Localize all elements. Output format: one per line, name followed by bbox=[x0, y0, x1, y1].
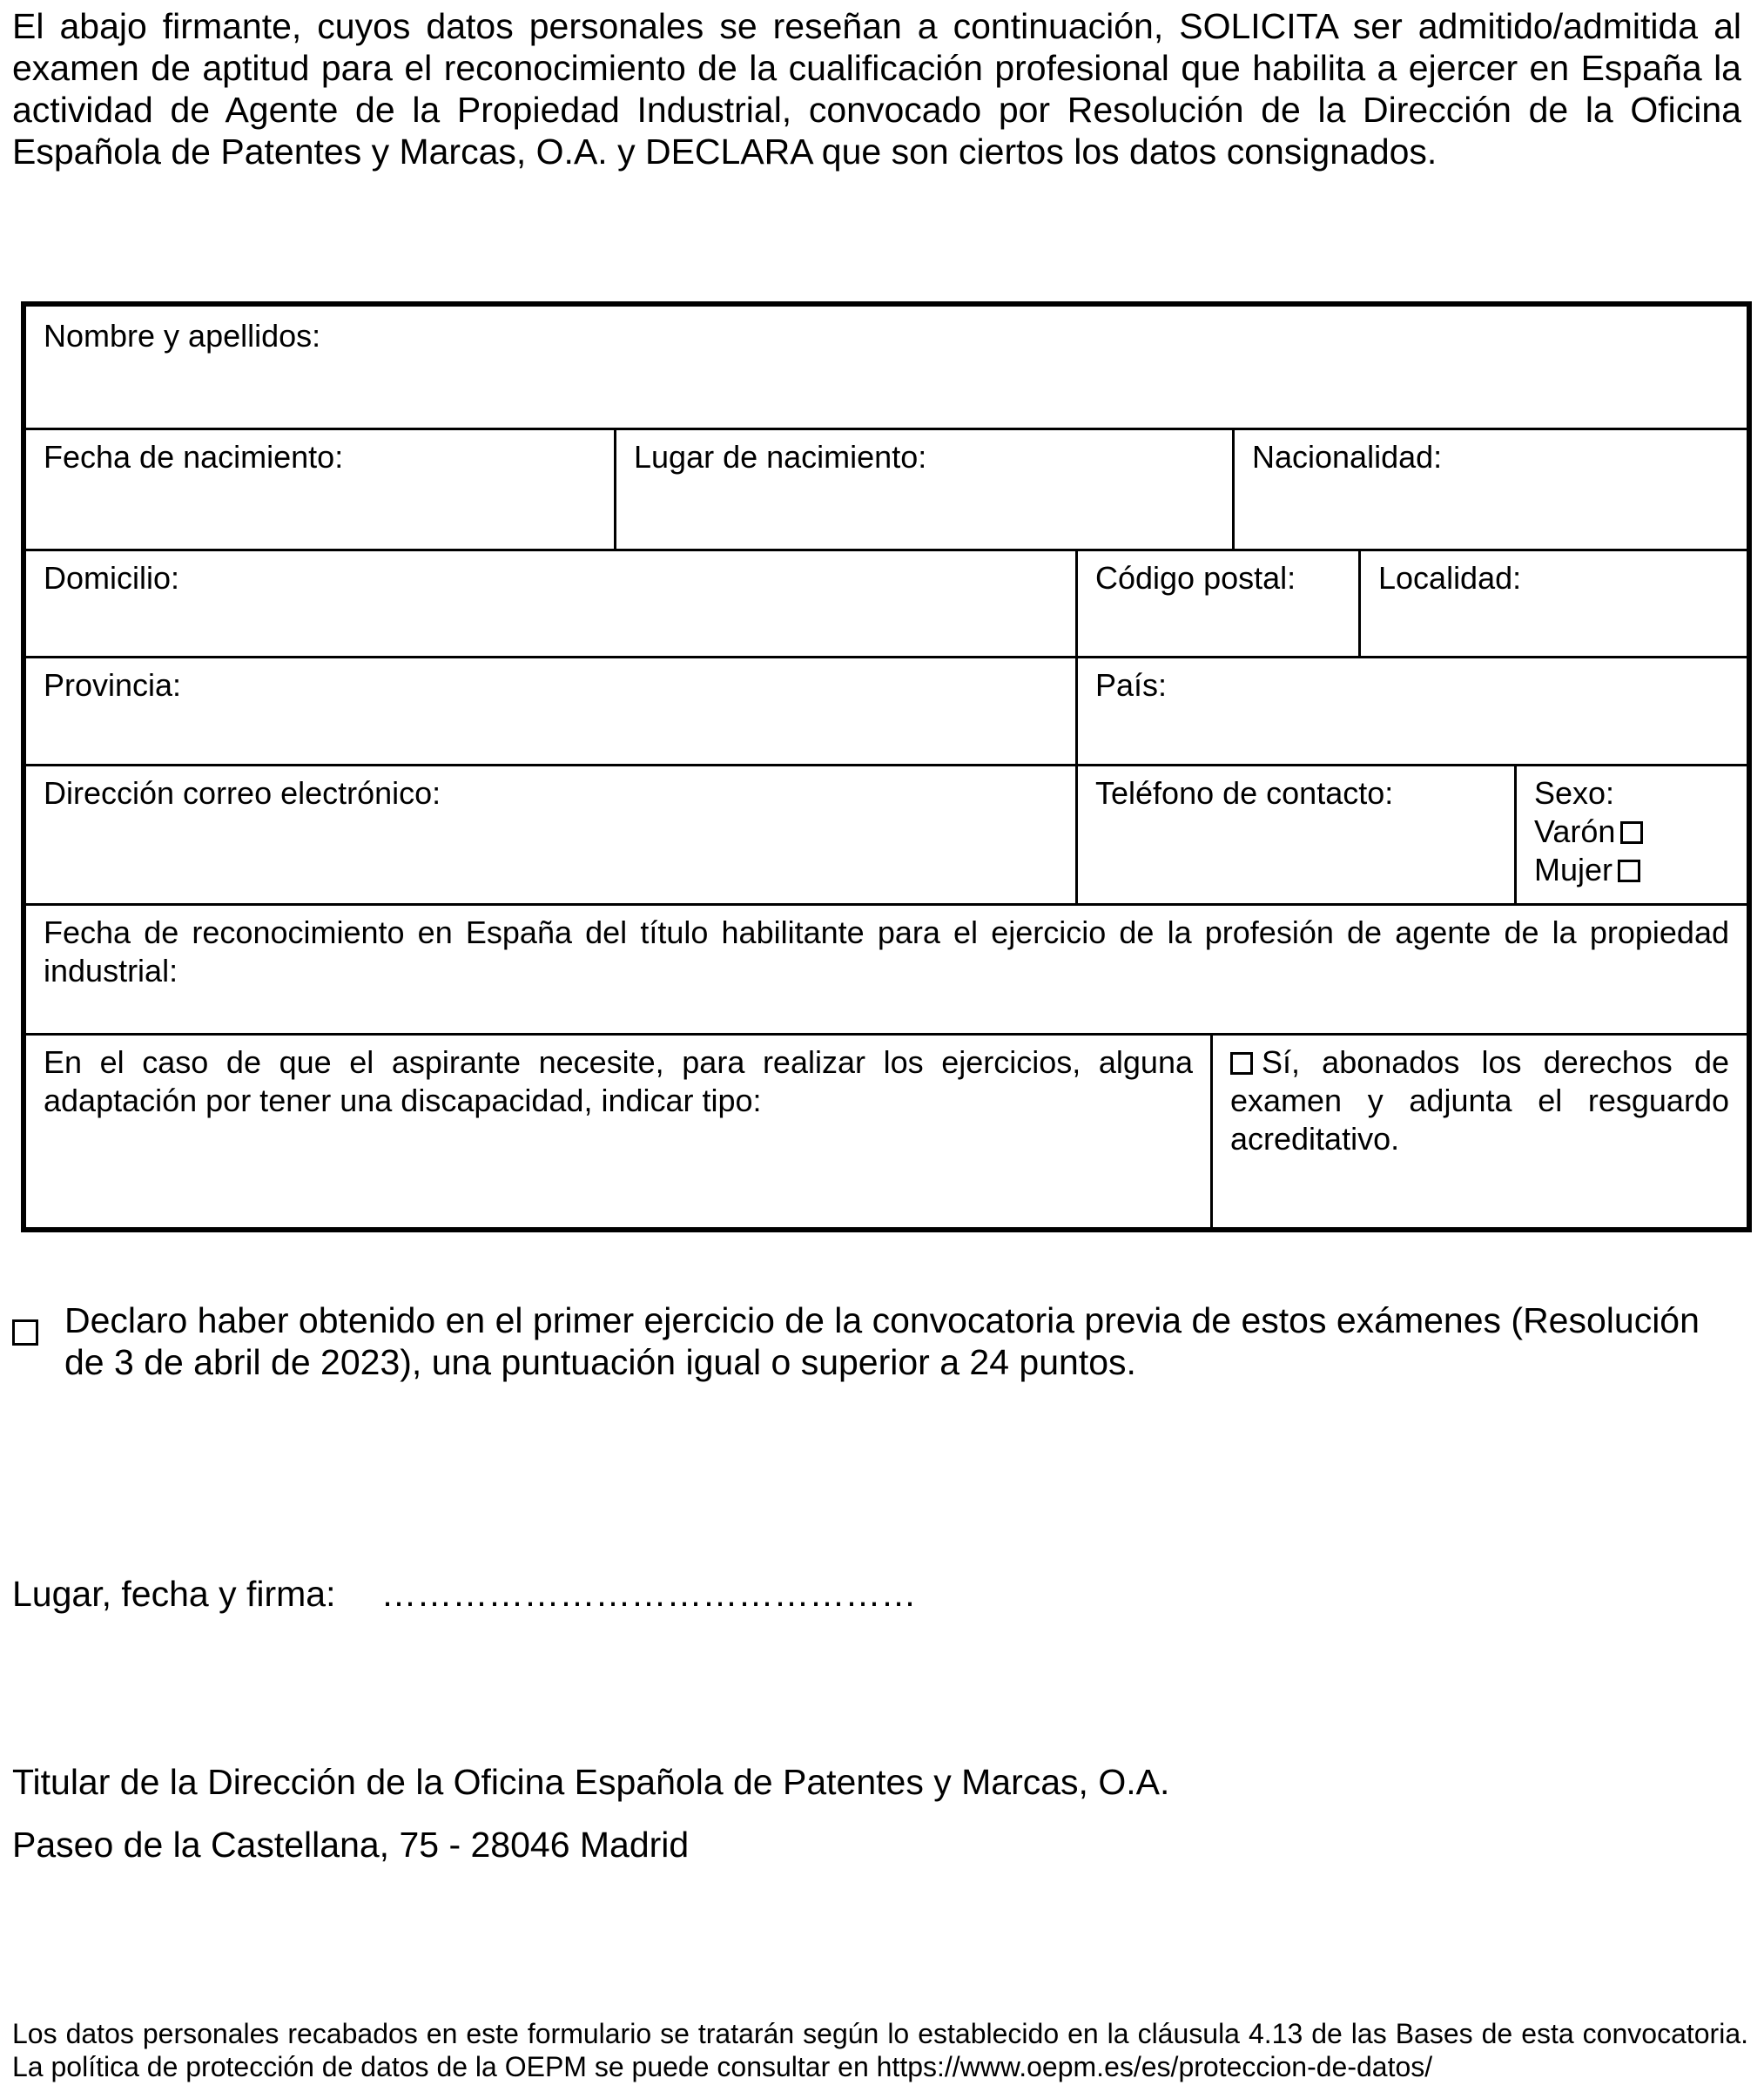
mujer-label: Mujer bbox=[1534, 852, 1613, 887]
nombre-field[interactable] bbox=[26, 307, 1747, 428]
titular-text: Titular de la Dirección de la Oficina Española de Patentes y Marcas, O.A. bbox=[12, 1762, 1170, 1802]
email-field[interactable] bbox=[26, 764, 1075, 903]
telefono-field[interactable] bbox=[1078, 764, 1514, 903]
localidad-field[interactable] bbox=[1361, 549, 1747, 656]
privacy-footer: Los datos personales recabados en este formulario se tratarán según lo establecido en la cláusula 4.13 de las Bases de esta convocatoria. La política de protección de datos de la OEPM se puede consultar en https://www.oepm.es/es/proteccion-de-datos/ bbox=[12, 2018, 1748, 2082]
pais-field[interactable] bbox=[1078, 656, 1747, 764]
mujer-checkbox[interactable] bbox=[1618, 860, 1640, 882]
firma-line bbox=[12, 1573, 916, 1615]
fecha-reconocimiento-label: Fecha de reconocimiento en España del título habilitante para el ejercicio de la profesión de agente de la propiedad industrial: bbox=[44, 914, 1729, 989]
fecha-nacimiento-label: Fecha de nacimiento: bbox=[44, 439, 344, 475]
lugar-nacimiento-field[interactable] bbox=[616, 428, 1232, 549]
provincia-label: Provincia: bbox=[44, 667, 182, 703]
email-label: Dirección correo electrónico: bbox=[44, 775, 441, 811]
varon-checkbox[interactable] bbox=[1620, 821, 1643, 844]
provincia-field[interactable] bbox=[26, 656, 1075, 764]
fecha-nacimiento-field[interactable] bbox=[26, 428, 614, 549]
domicilio-field[interactable] bbox=[26, 549, 1075, 656]
telefono-label: Teléfono de contacto: bbox=[1095, 775, 1394, 811]
lugar-nacimiento-label: Lugar de nacimiento: bbox=[634, 439, 927, 475]
declaracion-text: Declaro haber obtenido en el primer ejercicio de la convocatoria previa de estos exámenes (Resolución de 3 de abril de 2023), una puntuación igual o superior a 24 puntos. bbox=[64, 1300, 1700, 1382]
sexo-option-mujer[interactable] bbox=[1534, 851, 1729, 889]
fecha-reconocimiento-field[interactable] bbox=[26, 903, 1747, 1033]
derechos-checkbox[interactable] bbox=[1230, 1052, 1253, 1075]
derechos-option bbox=[1213, 1033, 1747, 1227]
varon-label: Varón bbox=[1534, 813, 1616, 849]
firma-label: Lugar, fecha y firma: bbox=[12, 1574, 336, 1614]
pais-label: País: bbox=[1095, 667, 1168, 703]
direccion-text: Paseo de la Castellana, 75 - 28046 Madrid bbox=[12, 1825, 690, 1865]
derechos-label: Sí, abonados los derechos de examen y adjunta el resguardo acreditativo. bbox=[1230, 1044, 1729, 1157]
firma-dots[interactable]: ……………………………………… bbox=[380, 1574, 917, 1614]
codigo-postal-label: Código postal: bbox=[1095, 560, 1296, 596]
sexo-option-varon[interactable] bbox=[1534, 813, 1729, 851]
nacionalidad-field[interactable] bbox=[1235, 428, 1747, 549]
domicilio-label: Domicilio: bbox=[44, 560, 180, 596]
applicant-data-form bbox=[21, 301, 1752, 1232]
discapacidad-label: En el caso de que el aspirante necesite, para realizar los ejercicios, alguna adaptación por tener una discapacidad, indicar tipo: bbox=[44, 1044, 1193, 1118]
codigo-postal-field[interactable] bbox=[1078, 549, 1358, 656]
sexo-field bbox=[1517, 764, 1747, 903]
sexo-label: Sexo: bbox=[1534, 775, 1615, 811]
discapacidad-field[interactable] bbox=[26, 1033, 1210, 1227]
localidad-label: Localidad: bbox=[1378, 560, 1522, 596]
intro-paragraph: El abajo firmante, cuyos datos personales se reseñan a continuación, SOLICITA ser admitido/admitida al examen de aptitud para el reconocimiento de la cualificación profesional que habilita a ejercer en España la actividad de Agente de la Propiedad Industrial, convocado por Resolución de la Dirección de la Oficina Española de Patentes y Marcas, O.A. y DECLARA que son ciertos los datos consignados. bbox=[12, 6, 1741, 172]
nacionalidad-label: Nacionalidad: bbox=[1252, 439, 1443, 475]
nombre-label: Nombre y apellidos: bbox=[44, 318, 321, 354]
declaracion-checkbox[interactable] bbox=[12, 1319, 38, 1346]
